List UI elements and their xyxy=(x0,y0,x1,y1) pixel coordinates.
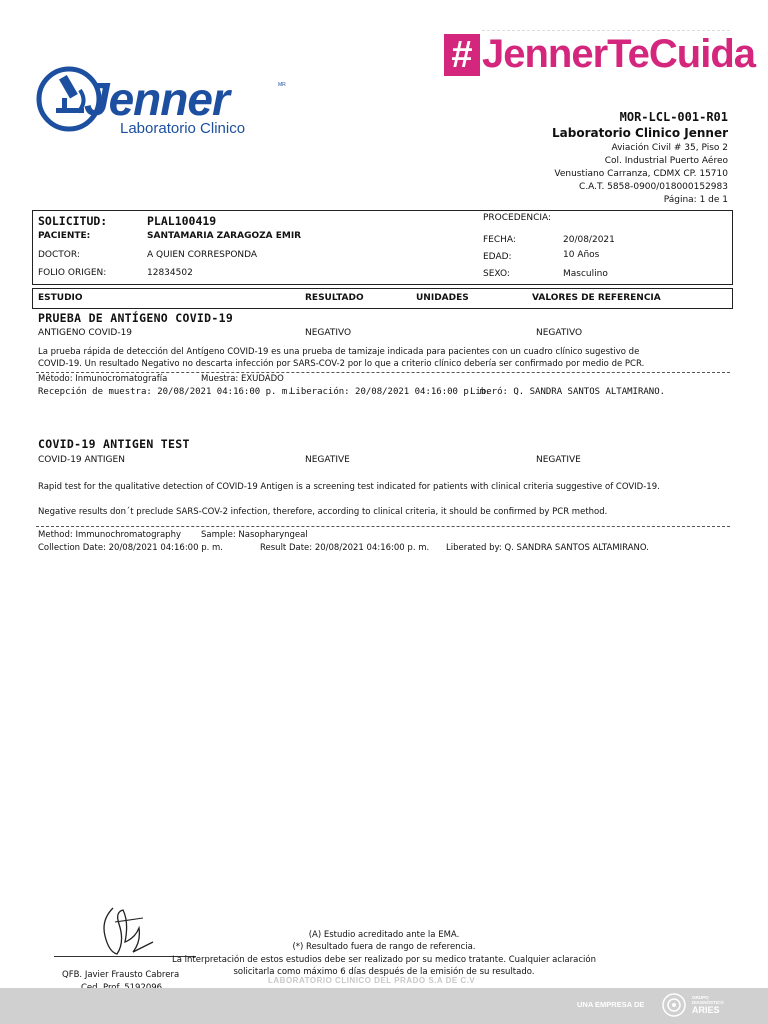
logo-trademark: MR xyxy=(278,82,286,88)
company-prefix: UNA EMPRESA DE xyxy=(577,1000,645,1009)
solicitud-label: SOLICITUD: xyxy=(38,214,108,228)
footer-band xyxy=(0,988,768,1024)
signer-name: QFB. Javier Frausto Cabrera xyxy=(62,970,180,980)
spanish-test-result: NEGATIVO xyxy=(305,328,352,338)
patient-info-box xyxy=(32,210,733,285)
document-code: MOR-LCL-001-R01 xyxy=(619,110,728,124)
spanish-section-title: PRUEBA DE ANTÍGENO COVID-19 xyxy=(38,311,234,325)
group-label-top: GRUPO xyxy=(692,995,709,1000)
spanish-sample: Muestra: EXUDADO xyxy=(201,374,284,384)
logo-subtitle: Laboratorio Clinico xyxy=(120,120,246,137)
col-estudio: ESTUDIO xyxy=(38,293,83,303)
english-divider xyxy=(36,526,730,527)
spanish-reception: Recepción de muestra: 20/08/2021 04:16:00 p. m. xyxy=(38,387,293,397)
spanish-test-name: ANTIGENO COVID-19 xyxy=(38,328,133,338)
paciente-value: SANTAMARIA ZARAGOZA EMIR xyxy=(147,231,302,241)
english-note-line-2: Negative results don´t preclude SARS-COV-2 infection, therefore, according to clinical criteria, it should be confirmed by PCR method. xyxy=(38,507,608,517)
address-line-2: Col. Industrial Puerto Aéreo xyxy=(604,156,728,166)
english-collection-date: Collection Date: 20/08/2021 04:16:00 p. m. xyxy=(38,543,223,553)
english-sample: Sample: Nasopharyngeal xyxy=(201,530,308,540)
address-line-3: Venustiano Carranza, CDMX CP. 15710 xyxy=(554,169,728,179)
group-name: ARIES xyxy=(692,1005,720,1015)
footer-watermark: LABORATORIO CLINICO DEL PRADO S.A DE C.V xyxy=(268,976,476,985)
col-resultado: RESULTADO xyxy=(305,293,364,303)
procedencia-label: PROCEDENCIA: xyxy=(483,213,552,223)
sexo-value: Masculino xyxy=(563,269,608,279)
fecha-value: 20/08/2021 xyxy=(563,235,615,245)
fecha-label: FECHA: xyxy=(483,235,516,245)
solicitud-value: PLAL100419 xyxy=(147,214,217,228)
col-referencia: VALORES DE REFERENCIA xyxy=(532,293,661,303)
spanish-method: Método: Inmunocromatografía xyxy=(38,374,168,384)
english-section-title: COVID-19 ANTIGEN TEST xyxy=(38,437,190,451)
english-released-by: Liberated by: Q. SANDRA SANTOS ALTAMIRANO. xyxy=(446,543,649,553)
english-method: Method: Immunochromatography xyxy=(38,530,181,540)
hashtag-top-rule xyxy=(482,30,730,31)
logo-name: Jenner xyxy=(84,73,229,125)
folio-value: 12834502 xyxy=(147,268,193,278)
english-result-date: Result Date: 20/08/2021 04:16:00 p. m. xyxy=(260,543,430,553)
jenner-logo xyxy=(36,60,286,142)
spanish-released-by: Liberó: Q. SANDRA SANTOS ALTAMIRANO. xyxy=(470,387,666,397)
hashtag-text: JennerTeCuida xyxy=(482,32,755,76)
edad-label: EDAD: xyxy=(483,252,512,262)
english-note-line-1: Rapid test for the qualitative detection of COVID-19 Antigen is a screening test indicated for patients with clinical criteria suggestive of COVID-19. xyxy=(38,482,660,492)
phone-line: C.A.T. 5858-0900/018000152983 xyxy=(579,182,728,192)
address-line-1: Aviación Civil # 35, Piso 2 xyxy=(611,143,728,153)
footer-note-2: (*) Resultado fuera de rango de referencia. xyxy=(292,942,476,952)
doctor-label: DOCTOR: xyxy=(38,250,80,260)
sexo-label: SEXO: xyxy=(483,269,510,279)
english-test-result: NEGATIVE xyxy=(305,455,350,465)
spanish-note-line-2: COVID-19. Un resultado Negativo no descarta infección por SARS-COV-2 por lo que a criterio clínico debería ser confirmado por medio de PCR. xyxy=(38,359,645,369)
footer-note-1: (A) Estudio acreditado ante la EMA. xyxy=(308,930,460,940)
english-test-reference: NEGATIVE xyxy=(536,455,581,465)
spanish-divider xyxy=(36,372,730,373)
col-unidades: UNIDADES xyxy=(416,293,469,303)
group-label-mid: DIAGNÓSTICO xyxy=(692,1000,724,1005)
spanish-test-reference: NEGATIVO xyxy=(536,328,583,338)
footer-note-4: solicitarla como máximo 6 días después de la emisión de su resultado. xyxy=(233,967,535,977)
spanish-release: Liberación: 20/08/2021 04:16:00 p. m. xyxy=(290,387,491,397)
paciente-label: PACIENTE: xyxy=(38,231,91,241)
edad-value: 10 Años xyxy=(563,250,600,260)
page-number: Página: 1 de 1 xyxy=(663,195,728,205)
doctor-value: A QUIEN CORRESPONDA xyxy=(147,250,258,260)
english-test-name: COVID-19 ANTIGEN xyxy=(38,455,125,465)
spanish-note-line-1: La prueba rápida de detección del Antígeno COVID-19 es una prueba de tamizaje indicada para pacientes con un cuadro clínico sugestivo de xyxy=(38,347,640,357)
hashtag-symbol: # xyxy=(444,34,480,76)
folio-label: FOLIO ORIGEN: xyxy=(38,268,107,278)
footer-note-3: La interpretación de estos estudios debe ser realizado por su medico tratante. Cualquier aclaración xyxy=(172,955,596,965)
aries-logo-icon xyxy=(661,992,687,1018)
lab-name: Laboratorio Clinico Jenner xyxy=(552,126,728,140)
